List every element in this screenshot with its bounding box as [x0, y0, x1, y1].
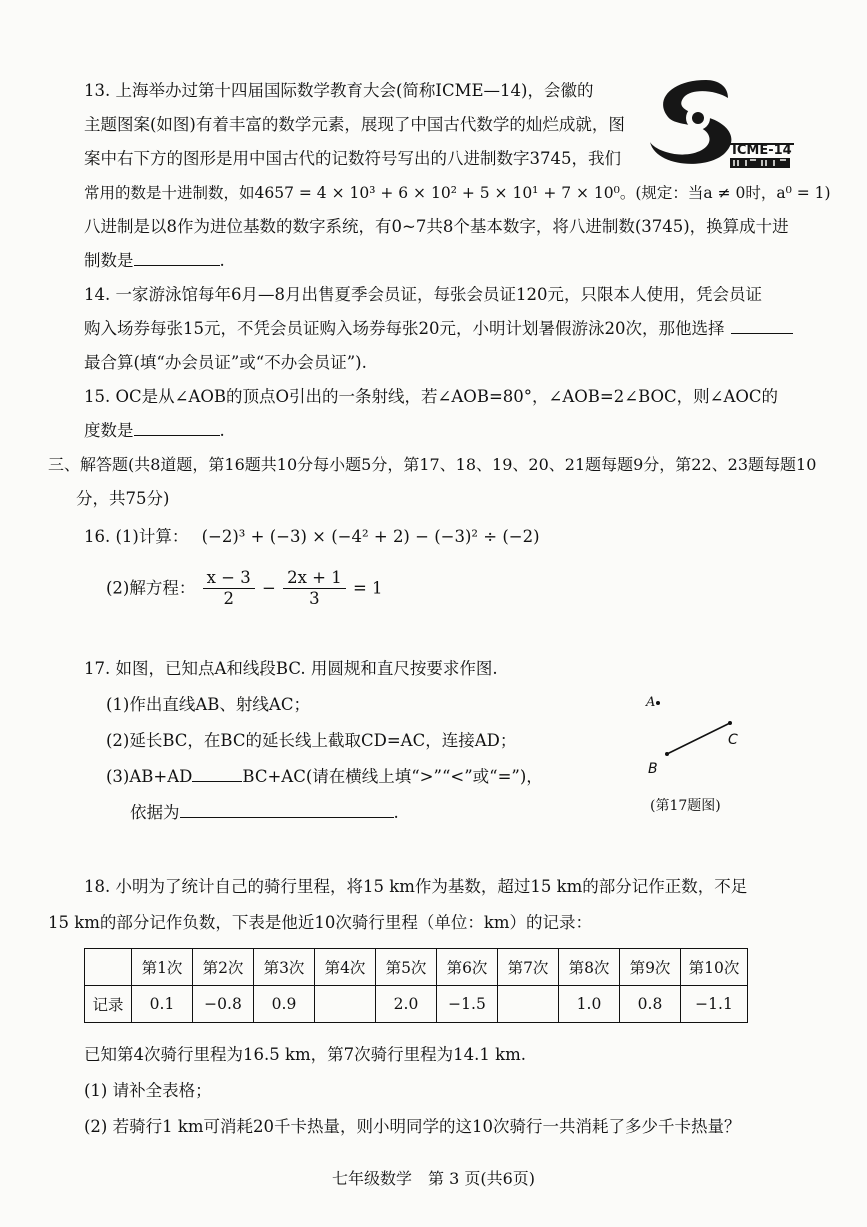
page-footer: 七年级数学 第 3 页(共6页)	[331, 1169, 536, 1188]
q16-expression: (−2)³ + (−3) × (−4² + 2) − (−3)² ÷ (−2)	[201, 527, 540, 546]
q13-line4: 常用的数是十进制数，如4657 = 4 × 10³ + 6 × 10² + 5 × 10¹ + 7 × 10⁰。(规定：当a ≠ 0时，a⁰ = 1)	[84, 184, 831, 202]
q16-part1	[84, 526, 540, 548]
table-header-cell: 第8次	[559, 949, 620, 986]
table-cell-empty[interactable]	[315, 986, 376, 1023]
q15-line1: 15. OC是从∠AOB的顶点O引出的一条射线，若∠AOB=80°，∠AOB=2∠BOC，则∠AOC的	[84, 387, 779, 406]
q18-line2: 15 km的部分记作负数，下表是他近10次骑行里程（单位：km）的记录：	[48, 913, 593, 932]
table-header-cell: 第2次	[193, 949, 254, 986]
q14-line2	[84, 318, 793, 340]
table-header-cell: 第7次	[498, 949, 559, 986]
q17-line4	[106, 766, 543, 788]
table-row	[85, 986, 748, 1023]
q17-line4-a: (3)AB+AD	[106, 767, 193, 786]
table-cell: 0.1	[132, 986, 193, 1023]
q17-line5: 依据为 .	[130, 803, 399, 822]
label-a: A	[646, 695, 656, 710]
section3-heading: 三、解答题(共8道题，第16题共10分每小题5分，第17、18、19、20、21题每题9分，第22、23题每题10	[48, 455, 817, 474]
q18-line1: 18. 小明为了统计自己的骑行里程，将15 km作为基数，超过15 km的部分记作正数，不足	[84, 877, 748, 896]
q17-figure	[640, 690, 800, 820]
q14-line2-text: 购入场券每张15元，不凭会员证购入场券每张20元，小明计划暑假游泳20次，那他选择	[84, 319, 725, 338]
table-header-cell: 第5次	[376, 949, 437, 986]
q13-line1: 13. 上海举办过第十四届国际数学教育大会(简称ICME—14)，会徽的	[84, 81, 594, 100]
label-b: B	[648, 761, 658, 777]
table-cell: 0.8	[620, 986, 681, 1023]
table-header-cell: 第1次	[132, 949, 193, 986]
fraction-2	[283, 568, 346, 609]
q13-line6: 制数是 .	[84, 251, 225, 270]
icme-logo-text: ICME-14	[732, 143, 792, 158]
q13-answer-blank[interactable]	[134, 251, 220, 266]
q17-line4-b: BC+AC(请在横线上填“>”“<”或“=”)，	[242, 767, 543, 786]
q16-part2	[106, 568, 383, 609]
point-a	[656, 701, 660, 705]
table-cell: 1.0	[559, 986, 620, 1023]
q13-line2: 主题图案(如图)有着丰富的数学元素，展现了中国古代数学的灿烂成就，图	[84, 115, 625, 134]
table-header-cell: 第3次	[254, 949, 315, 986]
table-cell: 0.9	[254, 986, 315, 1023]
q17-line3: (2)延长BC，在BC的延长线上截取CD=AC，连接AD；	[106, 731, 517, 750]
fraction-2-denominator: 3	[309, 589, 320, 608]
table-cell: 记录	[85, 986, 132, 1023]
fraction-2-numerator: 2x + 1	[283, 568, 346, 589]
icme-14-logo	[646, 72, 796, 172]
q13-answer-prompt: 制数是	[84, 251, 134, 270]
label-c: C	[728, 732, 738, 748]
table-header-cell: 第4次	[315, 949, 376, 986]
q16-part2-label: (2)解方程：	[106, 578, 196, 598]
fraction-1-numerator: x − 3	[203, 568, 255, 589]
table-cell: 2.0	[376, 986, 437, 1023]
q16-part1-label: 16. (1)计算：	[84, 527, 189, 546]
q13-line3: 案中右下方的图形是用中国古代的记数符号写出的八进制数字3745，我们	[84, 149, 621, 168]
q18-line3: 已知第4次骑行里程为16.5 km，第7次骑行里程为14.1 km.	[84, 1045, 526, 1064]
point-b	[665, 752, 669, 756]
table-cell: −1.1	[681, 986, 748, 1023]
figure-caption: (第17题图)	[650, 798, 721, 814]
q17-reason-prompt: 依据为	[130, 803, 180, 822]
q14-line3: 最合算(填“办会员证”或“不办会员证”).	[84, 353, 367, 372]
minus-sign: −	[262, 578, 276, 598]
table-header-cell	[85, 949, 132, 986]
q17-line2: (1)作出直线AB、射线AC；	[106, 695, 310, 714]
table-header-cell: 第6次	[437, 949, 498, 986]
table-cell-empty[interactable]	[498, 986, 559, 1023]
equation-rhs: = 1	[352, 578, 383, 598]
table-cell: −1.5	[437, 986, 498, 1023]
table-cell: −0.8	[193, 986, 254, 1023]
table-header-row	[85, 949, 748, 986]
q18-line5: (2) 若骑行1 km可消耗20千卡热量，则小明同学的这10次骑行一共消耗了多少千卡热量？	[84, 1117, 741, 1136]
section3-heading-cont: 分，共75分)	[76, 489, 170, 508]
table-header-cell: 第10次	[681, 949, 748, 986]
q17-compare-blank[interactable]	[192, 767, 242, 782]
q15-answer-blank[interactable]	[134, 421, 220, 436]
q14-answer-blank[interactable]	[731, 319, 793, 334]
q17-reason-blank[interactable]	[180, 803, 394, 818]
q15-line2: 度数是 .	[84, 421, 225, 440]
q18-line4: (1) 请补全表格；	[84, 1081, 212, 1100]
q15-answer-prompt: 度数是	[84, 421, 134, 440]
q13-line5: 八进制是以8作为进位基数的数字系统，有0~7共8个基本数字，将八进制数(3745)，换算成十进	[84, 217, 789, 236]
point-c	[728, 721, 732, 725]
fraction-1	[203, 568, 255, 609]
table-header-cell: 第9次	[620, 949, 681, 986]
q17-line1: 17. 如图，已知点A和线段BC. 用圆规和直尺按要求作图.	[84, 659, 498, 678]
q14-line1: 14. 一家游泳馆每年6月—8月出售夏季会员证，每张会员证120元，只限本人使用，凭会员证	[84, 285, 762, 304]
mileage-table	[84, 948, 748, 1023]
fraction-1-denominator: 2	[223, 589, 234, 608]
segment-bc	[667, 723, 730, 754]
